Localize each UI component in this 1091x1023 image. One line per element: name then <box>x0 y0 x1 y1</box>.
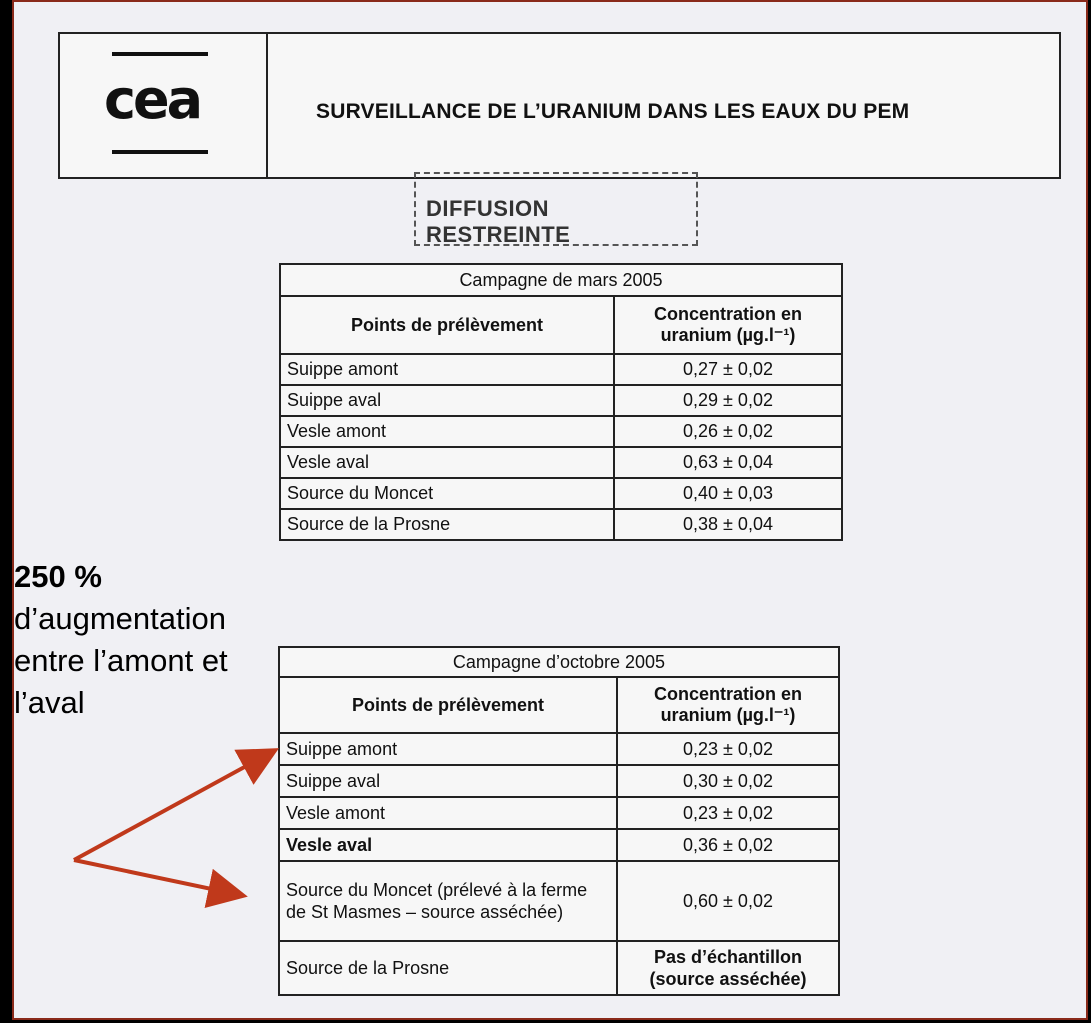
value-cell: Pas d’échantillon (source asséchée) <box>617 941 839 995</box>
value-cell: 0,29 ± 0,02 <box>614 385 842 416</box>
annotation-line-2: entre l’amont et <box>14 643 228 678</box>
value-cell: 0,36 ± 0,02 <box>617 829 839 861</box>
point-cell: Vesle aval <box>279 829 617 861</box>
value-cell: 0,27 ± 0,02 <box>614 354 842 385</box>
point-cell: Vesle amont <box>279 797 617 829</box>
stamp-text: DIFFUSION RESTREINTE <box>426 196 571 247</box>
arrow-to-source-du-moncet <box>74 860 240 895</box>
point-cell: Suippe amont <box>280 354 614 385</box>
value-cell: 0,60 ± 0,02 <box>617 861 839 941</box>
point-cell: Suippe aval <box>279 765 617 797</box>
value-cell: 0,30 ± 0,02 <box>617 765 839 797</box>
point-cell: Vesle aval <box>280 447 614 478</box>
arrow-to-suippe-amont <box>74 752 272 860</box>
point-cell: Source du Moncet <box>280 478 614 509</box>
document-title: SURVEILLANCE DE L’URANIUM DANS LES EAUX DU PEM <box>316 100 910 123</box>
logo-text: cea <box>104 68 201 131</box>
annotation-headline: 250 % <box>14 559 102 594</box>
point-cell: Suippe aval <box>280 385 614 416</box>
point-cell: Suippe amont <box>279 733 617 765</box>
point-cell: Source de la Prosne <box>280 509 614 540</box>
value-cell: 0,26 ± 0,02 <box>614 416 842 447</box>
value-cell: 0,23 ± 0,02 <box>617 797 839 829</box>
table-caption: Campagne d’octobre 2005 <box>279 647 839 677</box>
column-header-point: Points de prélèvement <box>279 677 617 733</box>
value-cell: 0,40 ± 0,03 <box>614 478 842 509</box>
column-header-point: Points de prélèvement <box>280 296 614 354</box>
value-cell: 0,63 ± 0,04 <box>614 447 842 478</box>
value-cell: 0,38 ± 0,04 <box>614 509 842 540</box>
value-cell: 0,23 ± 0,02 <box>617 733 839 765</box>
column-header-concentration: Concentration en uranium (µg.l⁻¹) <box>614 296 842 354</box>
annotation-line-1: d’augmentation <box>14 601 226 636</box>
table-caption: Campagne de mars 2005 <box>280 264 842 296</box>
point-cell: Vesle amont <box>280 416 614 447</box>
point-cell: Source du Moncet (prélevé à la ferme de St Masmes – source asséchée) <box>279 861 617 941</box>
annotation-line-3: l’aval <box>14 685 85 720</box>
column-header-concentration: Concentration en uranium (µg.l⁻¹) <box>617 677 839 733</box>
point-cell: Source de la Prosne <box>279 941 617 995</box>
